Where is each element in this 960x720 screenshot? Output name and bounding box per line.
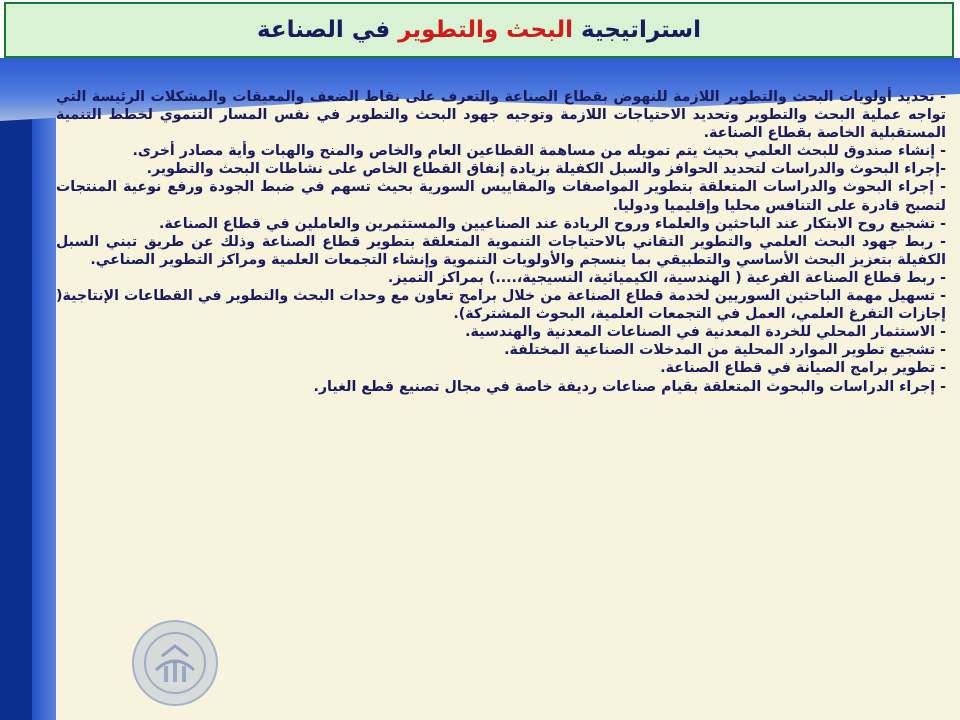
list-item: - إجراء البحوث والدراسات المتعلقة بتطوير المواصفات والمقاييس السورية بحيث تسهم في ضبط الجودة ورفع نوعية المنتجات لتصبح قادرة على التنافس محليا وإقليميا ودوليا. (56, 179, 946, 214)
list-item: - إنشاء صندوق للبحث العلمي بحيث يتم تمويله من مساهمة القطاعين العام والخاص والمنح والهبات وأية مصادر أخرى. (132, 143, 946, 160)
commission-logo-graphic (134, 622, 216, 704)
title-post: في الصناعة (256, 17, 399, 43)
title-pre: استراتيجية (573, 17, 702, 43)
slide-body (56, 88, 946, 668)
commission-logo-icon (132, 620, 218, 706)
list-item: -إجراء البحوث والدراسات لتحديد الحوافز والسبل الكفيلة بزيادة إنفاق القطاع الخاص على نشاطات البحث والتطوير. (146, 161, 946, 178)
list-item: - تسهيل مهمة الباحثين السوريين لخدمة قطاع الصناعة من خلال برامج تعاون مع وحدات البحث والتطوير في القطاعات الإنتاجية( إجازات التفرغ العلمي، العمل في التجمعات العلمية، البحوث المشتركة). (56, 288, 946, 323)
list-item: - تشجيع تطوير الموارد المحلية من المدخلات الصناعية المختلفة. (504, 342, 946, 359)
title-accent: البحث والتطوير (398, 17, 573, 43)
title-box (4, 2, 954, 58)
list-item: - ربط قطاع الصناعة الفرعية ( الهندسية، الكيميائية، النسيجية،....) بمراكز التميز. (387, 269, 946, 286)
list-item: - ربط جهود البحث العلمي والتطوير التقاني بالاحتياجات التنموية المتعلقة بتطوير قطاع الصناعة وذلك عن طريق تبني السبل الكفيلة بتعزيز البحث الأساسي والتطبيقي بما ينسجم والأولويات التنموية وإنشاء التجمعات العلمية ومراكز التطوير الصناعي. (56, 233, 946, 268)
list-item: - الاستثمار المحلي للخردة المعدنية في الصناعات المعدنية والهندسية. (465, 324, 946, 341)
slide-title (257, 17, 701, 43)
list-item: - تحديد أولويات البحث والتطوير اللازمة للنهوض بقطاع الصناعة والتعرف على نقاط الضعف والمعيقات والمشكلات الرئيسة التي تواجه عملية البحث والتطوير وتحديد الاحتياجات اللازمة وتوجيه جهود البحث والتطوير في نفس المسار التنموي لخطط التنمية المستقبلية الخاصة بقطاع الصناعة. (56, 89, 946, 142)
list-item: - إجراء الدراسات والبحوث المتعلقة بقيام صناعات رديفة خاصة في مجال تصنيع قطع الغيار. (313, 378, 946, 395)
list-item: - تطوير برامج الصيانة في قطاع الصناعة. (660, 360, 946, 377)
list-item: - تشجيع روح الابتكار عند الباحثين والعلماء وروح الريادة عند الصناعيين والمستثمرين والعاملين في قطاع الصناعة. (159, 215, 946, 232)
